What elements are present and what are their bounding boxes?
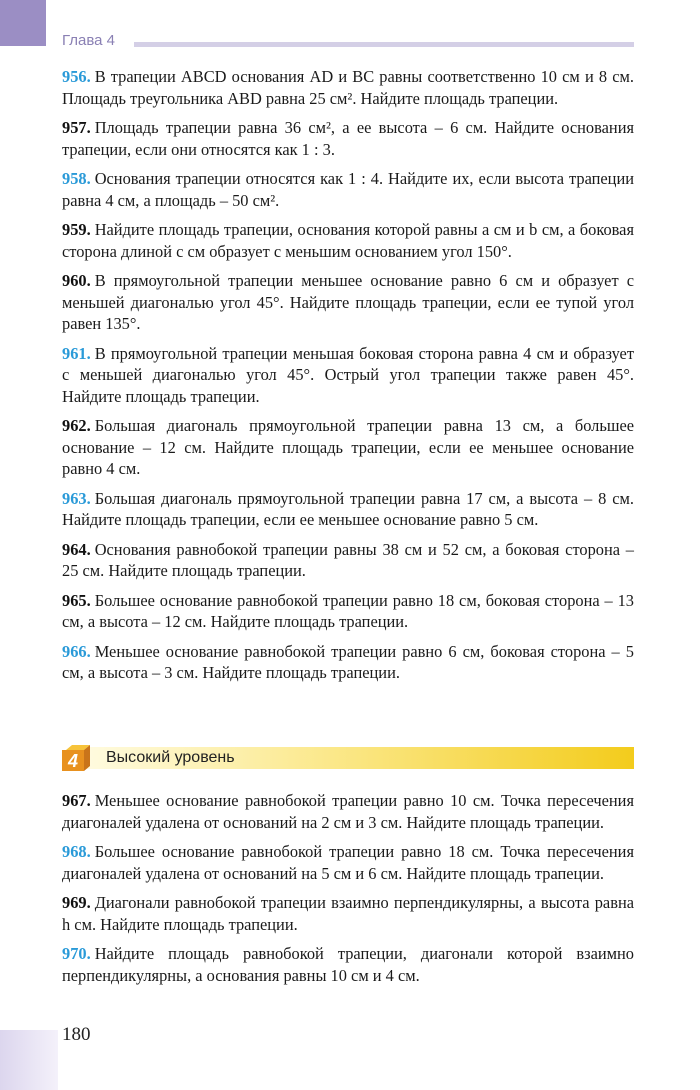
problem-number: 963.: [62, 488, 91, 508]
problem-number: 964.: [62, 539, 91, 559]
problem-paragraph: [62, 219, 634, 262]
level-badge-number: 4: [67, 751, 79, 771]
corner-decoration-top: [0, 0, 46, 46]
problem-paragraph: [62, 539, 634, 582]
problem-item: [62, 892, 634, 935]
problem-number: 961.: [62, 343, 91, 363]
problem-list-basic: [62, 66, 634, 692]
problem-text: Диагонали равнобокой трапеции взаимно перпендикулярны, а высота равна h см. Найдите площадь трапеции.: [62, 893, 634, 934]
problem-number: 970.: [62, 944, 91, 963]
problem-text: В прямоугольной трапеции меньшая боковая сторона равна 4 см и образует с меньшей диагональю угол 45°. Острый угол трапеции также равен 45°. Найдите площадь трапеции.: [62, 343, 634, 406]
problem-paragraph: [62, 641, 634, 684]
problem-list-high: [62, 790, 634, 994]
problem-item: [62, 641, 634, 684]
problem-text: Основания трапеции относятся как 1 : 4. Найдите их, если высота трапеции равна 4 см, а площадь – 50 см².: [62, 169, 634, 210]
problem-item: [62, 168, 634, 211]
problem-paragraph: [62, 488, 634, 531]
problem-text: Меньшее основание равнобокой трапеции равно 6 см, боковая сторона – 5 см, а высота – 3 см. Найдите площадь трапеции.: [62, 641, 634, 682]
problem-text: Основания равнобокой трапеции равны 38 см и 52 см, а боковая сторона – 25 см. Найдите площадь трапеции.: [62, 539, 634, 580]
problem-paragraph: [62, 270, 634, 335]
problem-item: [62, 841, 634, 884]
level-banner: [62, 744, 634, 770]
problem-paragraph: [62, 343, 634, 408]
corner-decoration-bottom: [0, 1030, 58, 1090]
problem-number: 962.: [62, 416, 91, 435]
problem-item: [62, 415, 634, 480]
problem-number: 960.: [62, 271, 91, 290]
problem-text: Меньшее основание равнобокой трапеции равно 10 см. Точка пересечения диагоналей удалена от оснований на 2 см и 3 см. Найдите площадь трапеции.: [62, 791, 634, 832]
problem-text: Большая диагональ прямоугольной трапеции равна 13 см, а большее основание – 12 см. Найдите площадь трапеции, если ее меньшее основание равно 4 см.: [62, 416, 634, 478]
problem-number: 958.: [62, 169, 91, 188]
page-number: 180: [62, 1024, 91, 1045]
level-title: Высокий уровень: [106, 749, 235, 766]
problem-item: [62, 270, 634, 335]
problem-item: [62, 539, 634, 582]
problem-number: 957.: [62, 118, 91, 137]
problem-item: [62, 790, 634, 833]
problem-text: В прямоугольной трапеции меньшее основание равно 6 см и образует с меньшей диагональю угол 45°. Найдите площадь трапеции, если ее тупой угол равен 135°.: [62, 271, 634, 333]
problem-paragraph: [62, 841, 634, 884]
problem-item: [62, 66, 634, 109]
problem-paragraph: [62, 790, 634, 833]
level-cube-icon: [62, 744, 90, 772]
problem-item: [62, 117, 634, 160]
problem-paragraph: [62, 66, 634, 109]
problem-paragraph: [62, 415, 634, 480]
problem-paragraph: [62, 892, 634, 935]
problem-text: Найдите площадь трапеции, основания которой равны a см и b см, а боковая сторона длиной c см образует с меньшим основанием угол 150°.: [62, 220, 634, 261]
problem-paragraph: [62, 168, 634, 211]
problem-number: 967.: [62, 791, 91, 810]
problem-text: Большее основание равнобокой трапеции равно 18 см, боковая сторона – 13 см, а высота – 12 см. Найдите площадь трапеции.: [62, 590, 634, 631]
problem-item: [62, 590, 634, 633]
problem-paragraph: [62, 590, 634, 633]
problem-number: 965.: [62, 590, 91, 610]
header-rule: [134, 42, 634, 47]
problem-number: 968.: [62, 842, 91, 861]
problem-item: [62, 343, 634, 408]
problem-text: Большая диагональ прямоугольной трапеции равна 17 см, а высота – 8 см. Найдите площадь трапеции, если ее меньшее основание равно 5 см.: [62, 488, 634, 529]
problem-text: Найдите площадь равнобокой трапеции, диагонали которой взаимно перпендикулярны, а основания равны 10 см и 4 см.: [62, 944, 634, 985]
problem-text: Площадь трапеции равна 36 см², а ее высота – 6 см. Найдите основания трапеции, если они относятся как 1 : 3.: [62, 118, 634, 159]
problem-number: 969.: [62, 893, 91, 912]
problem-item: [62, 943, 634, 986]
problem-paragraph: [62, 943, 634, 986]
problem-paragraph: [62, 117, 634, 160]
problem-number: 966.: [62, 641, 91, 661]
problem-text: В трапеции ABCD основания AD и BC равны соответственно 10 см и 8 см. Площадь треугольника ABD равна 25 см². Найдите площадь трапеции.: [62, 67, 634, 108]
problem-item: [62, 488, 634, 531]
problem-number: 956.: [62, 67, 91, 86]
problem-text: Большее основание равнобокой трапеции равно 18 см. Точка пересечения диагоналей удалена от оснований на 5 см и 6 см. Найдите площадь трапеции.: [62, 842, 634, 883]
chapter-label: Глава 4: [62, 32, 116, 49]
problem-item: [62, 219, 634, 262]
problem-number: 959.: [62, 220, 91, 239]
